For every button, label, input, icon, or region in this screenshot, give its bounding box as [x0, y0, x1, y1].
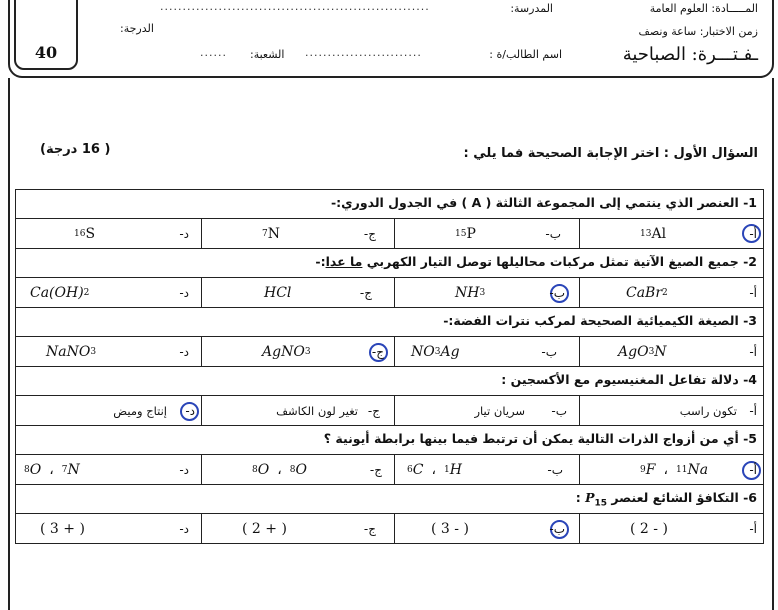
question-text-1: 1- العنصر الذي ينتمي إلى المجموعة الثالثة ( A ) في الجدول الدوري:-: [330, 195, 757, 210]
option-cell[interactable]: ج- 7 N: [201, 219, 394, 248]
total-score: 40: [34, 43, 58, 62]
option-cell[interactable]: ج- ( 2 + ): [201, 514, 394, 543]
option-cell[interactable]: ج- 8 O ، 8 O: [201, 455, 394, 484]
question-score: ( 16 درجة): [40, 142, 111, 157]
option-cell[interactable]: د- 16 S: [74, 225, 189, 242]
school-dots: ............................................................: [160, 0, 430, 13]
answer-row-3: [15, 337, 764, 367]
answer-row-1: [15, 219, 764, 249]
subject-label: المـــــادة: العلوم العامة: [649, 2, 758, 15]
option-cell[interactable]: د- Ca(OH) 2: [30, 284, 189, 301]
option-cell[interactable]: ب- 6 C ، 1 H: [394, 455, 579, 484]
option-cell[interactable]: ج- HCl: [201, 278, 394, 307]
option-cell[interactable]: د- NaNO 3: [46, 343, 189, 360]
question-row-6: [15, 485, 764, 514]
total-score-box: [14, 0, 78, 70]
question-text-2: 2- جميع الصيغ الآتية تمثل مركبات محاليلها توصل التيار الكهربي ما عدا:-: [315, 254, 757, 269]
answer-row-6: [15, 514, 764, 544]
page-border-left: [8, 78, 10, 610]
option-cell[interactable]: أ- CaBr 2: [579, 278, 765, 307]
question-text-4: 4- دلالة تفاعل المغنيسيوم مع الأكسجين :: [501, 372, 757, 387]
question-text-3: 3- الصيغة الكيميائية الصحيحة لمركب نترات الفضة:-: [443, 313, 757, 328]
option-cell[interactable]: ب- سريان تيار: [394, 396, 579, 425]
option-cell[interactable]: ج- AgNO 3: [201, 337, 394, 366]
student-name-dots: ..........................: [305, 46, 422, 59]
answer-row-5: [15, 455, 764, 485]
option-cell[interactable]: د- ( 3 + ): [40, 520, 189, 537]
section-label: الشعبة:: [250, 48, 285, 61]
underlined-phrase: ما عدا: [325, 254, 363, 269]
option-cell[interactable]: ب- NO 3 Ag: [394, 337, 579, 366]
answer-row-2: [15, 278, 764, 308]
option-cell[interactable]: ب- ( 3 - ): [394, 514, 579, 543]
grade-label: الدرجة:: [120, 22, 154, 35]
option-cell[interactable]: أ- ( 2 - ): [579, 514, 765, 543]
duration-label: زمن الاختبار: ساعة ونصف: [638, 25, 758, 38]
option-cell[interactable]: أ- 9 F ، 11 Na: [579, 455, 765, 484]
school-label: المدرسة:: [510, 2, 553, 15]
option-cell[interactable]: أ- AgO 3 N: [579, 337, 765, 366]
question-text-5: 5- أي من أزواج الذرات التالية يمكن أن ترتبط فيما بينها برابطة أيونية ؟: [323, 431, 757, 446]
question-row-4: [15, 367, 764, 396]
question-title: السؤال الأول : اختر الإجابة الصحيحة فما يلي :: [463, 146, 758, 161]
option-cell[interactable]: د- 8 O ، 7 N: [24, 461, 189, 478]
student-name-label: اسم الطالب/ة :: [489, 48, 562, 61]
question-row-2: [15, 249, 764, 278]
option-cell[interactable]: د- إنتاج وميض: [16, 396, 201, 425]
question-row-1: [15, 190, 764, 219]
question-table: [15, 189, 764, 537]
option-cell[interactable]: أ- تكون راسب: [579, 396, 765, 425]
option-cell[interactable]: أ- 13 Al: [579, 219, 765, 248]
question-text-6: 6- التكافؤ الشائع لعنصر $P_{15}$ :: [575, 490, 757, 509]
section-dots: ......: [200, 46, 227, 59]
question-row-3: [15, 308, 764, 337]
option-cell[interactable]: ج- تغير لون الكاشف: [201, 396, 394, 425]
period-label: ـفـتـــرة: الصباحية: [622, 44, 758, 65]
question-row-5: [15, 426, 764, 455]
option-cell[interactable]: ب- 15 P: [394, 219, 579, 248]
option-cell[interactable]: ب- NH 3: [394, 278, 579, 307]
answer-row-4: [15, 396, 764, 426]
page-border-right: [772, 78, 774, 610]
